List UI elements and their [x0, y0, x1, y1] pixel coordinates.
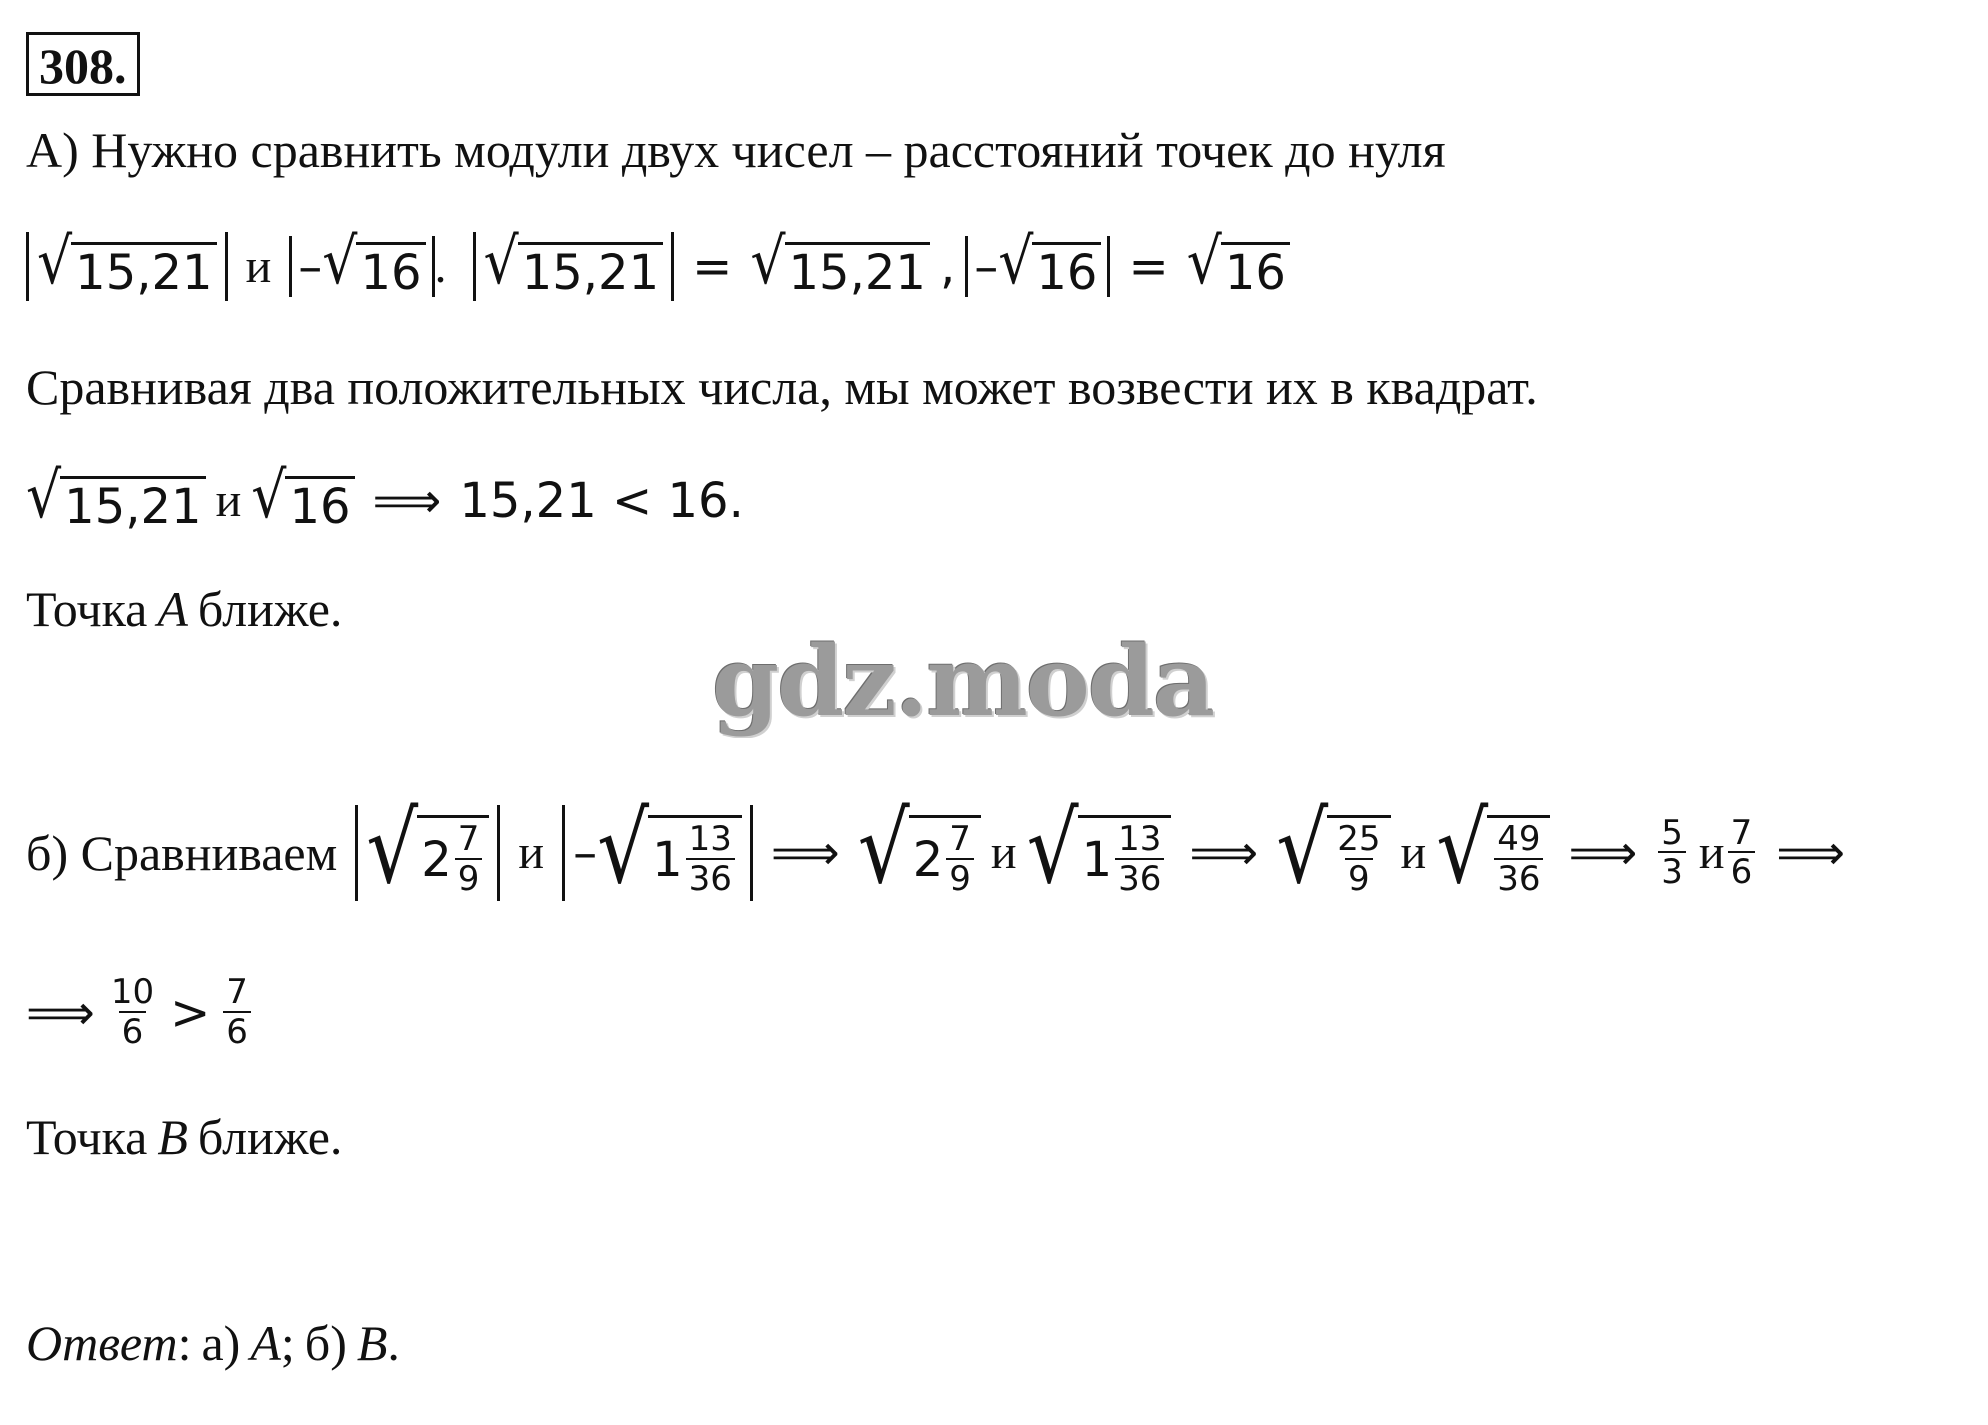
radical-sign-icon: √ — [483, 225, 519, 300]
implies-arrow-icon: ⟹ — [770, 825, 840, 882]
and-word: и — [1400, 826, 1427, 880]
radicand: 16 — [1221, 242, 1290, 297]
fraction — [1494, 819, 1543, 899]
equals-sign: = — [692, 238, 733, 295]
denominator: 36 — [686, 858, 735, 898]
radicand-mixed — [909, 815, 981, 897]
denominator: 36 — [1494, 858, 1543, 898]
answer-label: Ответ — [26, 1315, 178, 1371]
whole-part: 1 — [1081, 831, 1113, 888]
sqrt-15-21 — [26, 459, 206, 535]
sqrt-16 — [998, 225, 1101, 301]
sqrt-mixed-2-7-9 — [366, 791, 489, 906]
sqrt-mixed-1-13-36 — [597, 791, 742, 906]
denominator: 36 — [1115, 858, 1164, 898]
conclusion-suffix: ближе. — [197, 1109, 343, 1165]
radicand-mixed — [417, 815, 489, 897]
abs-sqrt-15-21 — [473, 225, 675, 301]
part-a-intro-text: А) Нужно сравнить модули двух чисел – расстояний точек до нуля — [26, 122, 1446, 178]
numerator: 13 — [1118, 819, 1162, 859]
radicand: 15,21 — [785, 242, 930, 297]
part-b-label: б) Сравниваем — [26, 825, 338, 882]
and-word: и — [518, 826, 545, 880]
fraction-7-6 — [1728, 812, 1756, 893]
radical-sign-icon: √ — [1186, 225, 1222, 300]
fraction — [455, 819, 483, 899]
answer-colon: : — [177, 1315, 192, 1371]
sqrt-mixed-1-13-36 — [1026, 791, 1172, 906]
implies-arrow-icon: ⟹ — [1568, 825, 1638, 882]
part-b-conclusion — [26, 1109, 343, 1165]
fraction — [686, 819, 735, 899]
fraction — [1334, 819, 1383, 899]
fraction — [946, 819, 974, 899]
numerator: 5 — [1661, 812, 1683, 853]
greater-than-sign: > — [170, 984, 211, 1041]
denominator: 6 — [223, 1011, 251, 1051]
radicand-fraction — [1327, 815, 1390, 897]
answer-period: . — [387, 1315, 400, 1371]
sqrt-15-21 — [750, 225, 930, 301]
radical-sign-icon: √ — [366, 791, 419, 906]
numerator: 13 — [688, 819, 732, 859]
radicand: 16 — [356, 242, 425, 297]
denominator: 6 — [1728, 851, 1756, 891]
radical-sign-icon: √ — [1436, 791, 1489, 906]
radicand: 15,21 — [518, 242, 663, 297]
abs-neg-sqrt-1-13-36 — [562, 791, 753, 906]
conclusion-suffix: ближе. — [197, 581, 343, 637]
sqrt-16 — [322, 225, 425, 301]
part-a-modulus-expression — [26, 225, 1290, 301]
part-a-intro — [26, 122, 1446, 178]
numerator: 49 — [1497, 819, 1541, 859]
comparison-result: 15,21 < 16. — [459, 472, 744, 529]
implies-arrow-icon: ⟹ — [372, 472, 442, 529]
radical-sign-icon: √ — [37, 225, 73, 300]
answer-separator: ; — [280, 1315, 295, 1371]
answer-part-b-value: B — [356, 1315, 388, 1371]
radical-sign-icon: √ — [1026, 791, 1079, 906]
radical-sign-icon: √ — [26, 459, 62, 534]
and-word: и — [215, 473, 242, 527]
whole-part: 2 — [421, 831, 452, 888]
and-word: и — [990, 826, 1017, 880]
implies-arrow-icon: ⟹ — [1776, 825, 1846, 882]
part-a-conclusion — [26, 581, 343, 637]
answer-part-a-label: а) — [201, 1315, 241, 1371]
numerator: 7 — [1730, 812, 1753, 853]
period: . — [434, 239, 447, 293]
numerator: 7 — [457, 819, 480, 859]
sqrt-16 — [1186, 225, 1290, 301]
fraction — [1115, 819, 1164, 899]
abs-sqrt-15-21 — [26, 225, 228, 301]
whole-part: 2 — [912, 831, 944, 888]
abs-neg-sqrt-16 — [965, 225, 1110, 301]
abs-sqrt-2-7-9 — [355, 791, 500, 906]
radicand-mixed — [648, 815, 742, 897]
sqrt-49-36 — [1436, 791, 1550, 906]
radical-sign-icon: √ — [857, 791, 910, 906]
whole-part: 1 — [652, 831, 683, 888]
and-word: и — [245, 239, 272, 293]
conclusion-prefix: Точка — [26, 1109, 148, 1165]
denominator: 6 — [119, 1011, 147, 1051]
sqrt-16 — [251, 459, 354, 535]
part-a-square-note-text: Сравнивая два положительных числа, мы может возвести их в квадрат. — [26, 359, 1538, 415]
implies-arrow-icon: ⟹ — [26, 984, 95, 1041]
radicand: 16 — [1032, 242, 1101, 297]
denominator: 9 — [946, 858, 974, 898]
denominator: 9 — [1345, 858, 1373, 898]
numerator: 7 — [226, 972, 248, 1012]
abs-neg-sqrt-16 — [289, 225, 434, 301]
radical-sign-icon: √ — [750, 225, 786, 300]
radical-sign-icon: √ — [251, 459, 287, 534]
watermark-logo: gdz.moda — [712, 625, 1214, 738]
point-label: A — [157, 581, 188, 637]
radicand-mixed — [1078, 815, 1172, 897]
part-b-comparison — [26, 791, 1846, 906]
part-b-final-comparison — [26, 972, 254, 1052]
equals-sign: = — [1128, 238, 1169, 295]
minus-sign: – — [974, 238, 999, 295]
radical-sign-icon: √ — [597, 791, 650, 906]
conclusion-prefix: Точка — [26, 581, 148, 637]
denominator: 3 — [1658, 851, 1686, 891]
answer-line — [26, 1315, 400, 1371]
minus-sign: – — [573, 825, 598, 882]
radicand: 15,21 — [60, 476, 205, 531]
denominator: 9 — [455, 858, 483, 898]
task-number: 308. — [26, 32, 140, 96]
part-a-square-note — [26, 359, 1538, 415]
radicand: 16 — [285, 476, 354, 531]
sqrt-15-21 — [483, 225, 664, 301]
point-label: B — [157, 1109, 188, 1165]
radical-sign-icon: √ — [322, 225, 358, 300]
numerator: 7 — [949, 819, 971, 859]
minus-sign: – — [298, 238, 323, 295]
fraction-7-6 — [223, 972, 251, 1052]
answer-part-a-value: A — [250, 1315, 281, 1371]
numerator: 10 — [110, 972, 155, 1012]
radical-sign-icon: √ — [1276, 791, 1329, 906]
radicand-fraction — [1487, 815, 1550, 897]
radicand: 15,21 — [71, 242, 216, 297]
sqrt-25-9 — [1276, 791, 1390, 906]
answer-part-b-label: б) — [304, 1315, 347, 1371]
and-word: и — [1698, 826, 1725, 880]
sqrt-15-21 — [37, 225, 217, 301]
numerator: 25 — [1337, 819, 1381, 859]
comma: , — [939, 238, 956, 295]
radical-sign-icon: √ — [998, 225, 1034, 300]
implies-arrow-icon: ⟹ — [1189, 825, 1259, 882]
sqrt-mixed-2-7-9 — [857, 791, 981, 906]
fraction-5-3 — [1658, 812, 1686, 893]
fraction-10-6 — [108, 972, 157, 1052]
part-a-comparison — [26, 459, 744, 535]
